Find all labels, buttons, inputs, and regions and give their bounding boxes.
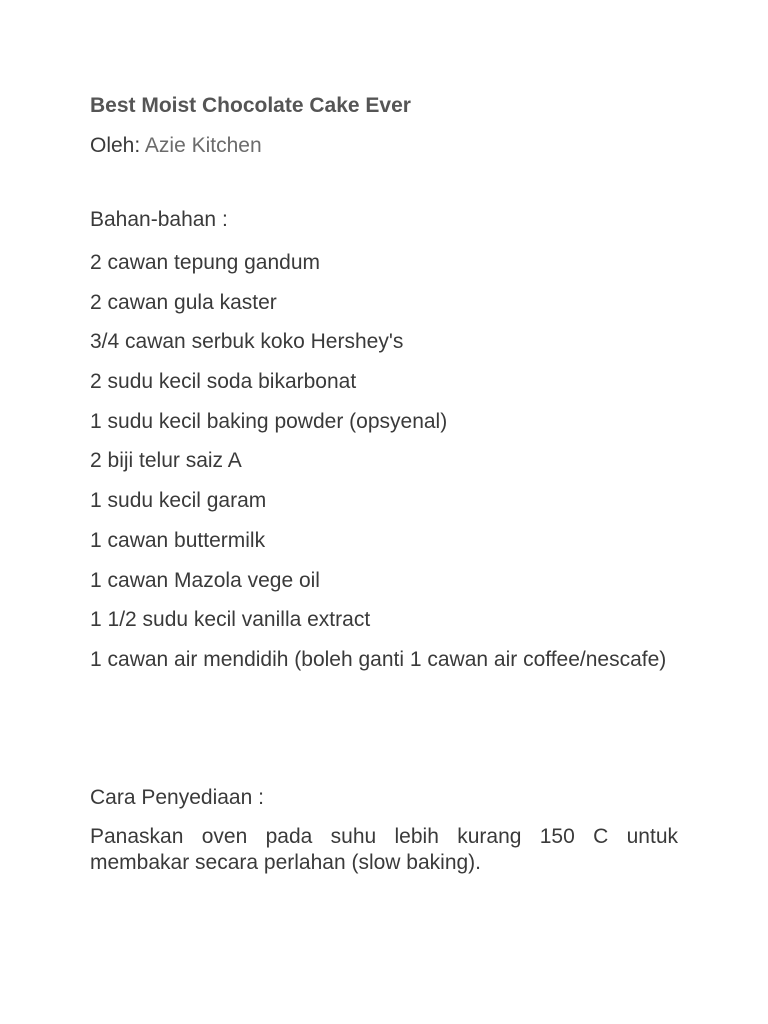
ingredient-list <box>90 250 678 673</box>
ingredient-item: 1 cawan Mazola vege oil <box>90 568 320 592</box>
ingredient-item: 2 cawan tepung gandum <box>90 251 321 274</box>
author-line <box>90 134 262 158</box>
ingredients-heading: Bahan-bahan : <box>90 208 228 231</box>
ingredient-item: 1 1/2 sudu kecil vanilla extract <box>90 608 371 632</box>
ingredient-item: 1 sudu kecil garam <box>90 489 267 513</box>
recipe-title: Best Moist Chocolate Cake Ever <box>90 94 411 117</box>
ingredient-item: 2 sudu kecil soda bikarbonat <box>90 370 357 394</box>
method-heading: Cara Penyediaan : <box>90 786 264 809</box>
ingredient-item: 2 biji telur saiz A <box>90 449 242 473</box>
ingredient-item: 1 cawan air mendidih (boleh ganti 1 cawan air coffee/nescafe) <box>90 647 667 671</box>
ingredient-item: 1 cawan buttermilk <box>90 528 266 552</box>
method-step: Panaskan oven pada suhu lebih kurang 150 C untuk membakar secara perlahan (slow baking). <box>90 825 678 874</box>
author-label: Oleh: <box>90 134 141 157</box>
author-name: Azie Kitchen <box>144 134 262 157</box>
ingredient-item: 2 cawan gula kaster <box>90 290 277 314</box>
ingredient-item: 1 sudu kecil baking powder (opsyenal) <box>90 409 448 433</box>
ingredient-item: 3/4 cawan serbuk koko Hershey's <box>90 330 404 354</box>
